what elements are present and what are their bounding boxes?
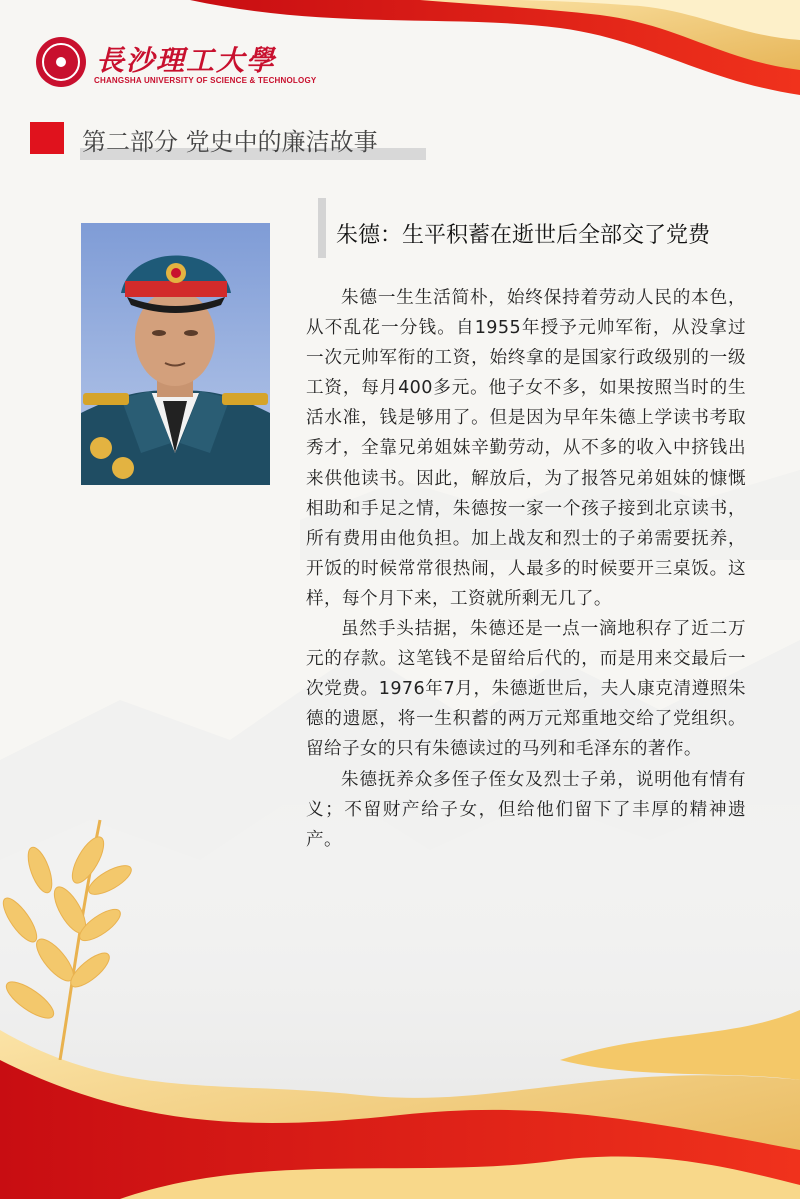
story-heading-marker — [318, 198, 326, 258]
story-heading: 朱德：生平积蓄在逝世后全部交了党费 — [336, 223, 711, 248]
portrait-image — [81, 223, 270, 485]
university-name-en: CHANGSHA UNIVERSITY OF SCIENCE & TECHNOLOGY — [94, 76, 317, 85]
story-paragraph: 朱德抚养众多侄子侄女及烈士子弟，说明他有情有义；不留财产给子女，但给他们留下了丰厚的精神遗产。 — [306, 769, 746, 850]
wheat-decoration — [0, 800, 140, 1060]
story-paragraph: 朱德一生生活简朴，始终保持着劳动人民的本色，从不乱花一分钱。自1955年授予元帅军衔，从没拿过一次元帅军衔的工资，始终拿的是国家行政级别的一级工资，每月400多元。他子女不多，如果按照当时的生活水准，钱是够用了。但是因为早年朱德上学读书考取秀才，全靠兄弟姐妹辛勤劳动，从不多的收入中挤钱出来供他读书。因此，解放后，为了报答兄弟姐妹的慷慨相助和手足之情，朱德按一家一个孩子接到北京读书，所有费用由他负担。加上战友和烈士的子弟需要抚养，开饭的时候常常很热闹，人最多的时候要开三桌饭。这样，每个月下来，工资就所剩无几了。 — [306, 288, 746, 609]
university-seal-icon — [36, 37, 86, 87]
section-marker — [30, 122, 64, 154]
university-logo — [36, 37, 317, 93]
section-header — [30, 120, 430, 162]
university-name-cn: 長沙理工大學 — [96, 44, 277, 77]
section-title: 第二部分 党史中的廉洁故事 — [82, 128, 378, 156]
story-body — [306, 283, 746, 855]
story-paragraph: 虽然手头拮据，朱德还是一点一滴地积存了近二万元的存款。这笔钱不是留给后代的，而是用来交最后一次党费。1976年7月，朱德逝世后，夫人康克清遵照朱德的遗愿，将一生积蓄的两万元郑重地交给了党组织。留给子女的只有朱德读过的马列和毛泽东的著作。 — [306, 619, 746, 760]
